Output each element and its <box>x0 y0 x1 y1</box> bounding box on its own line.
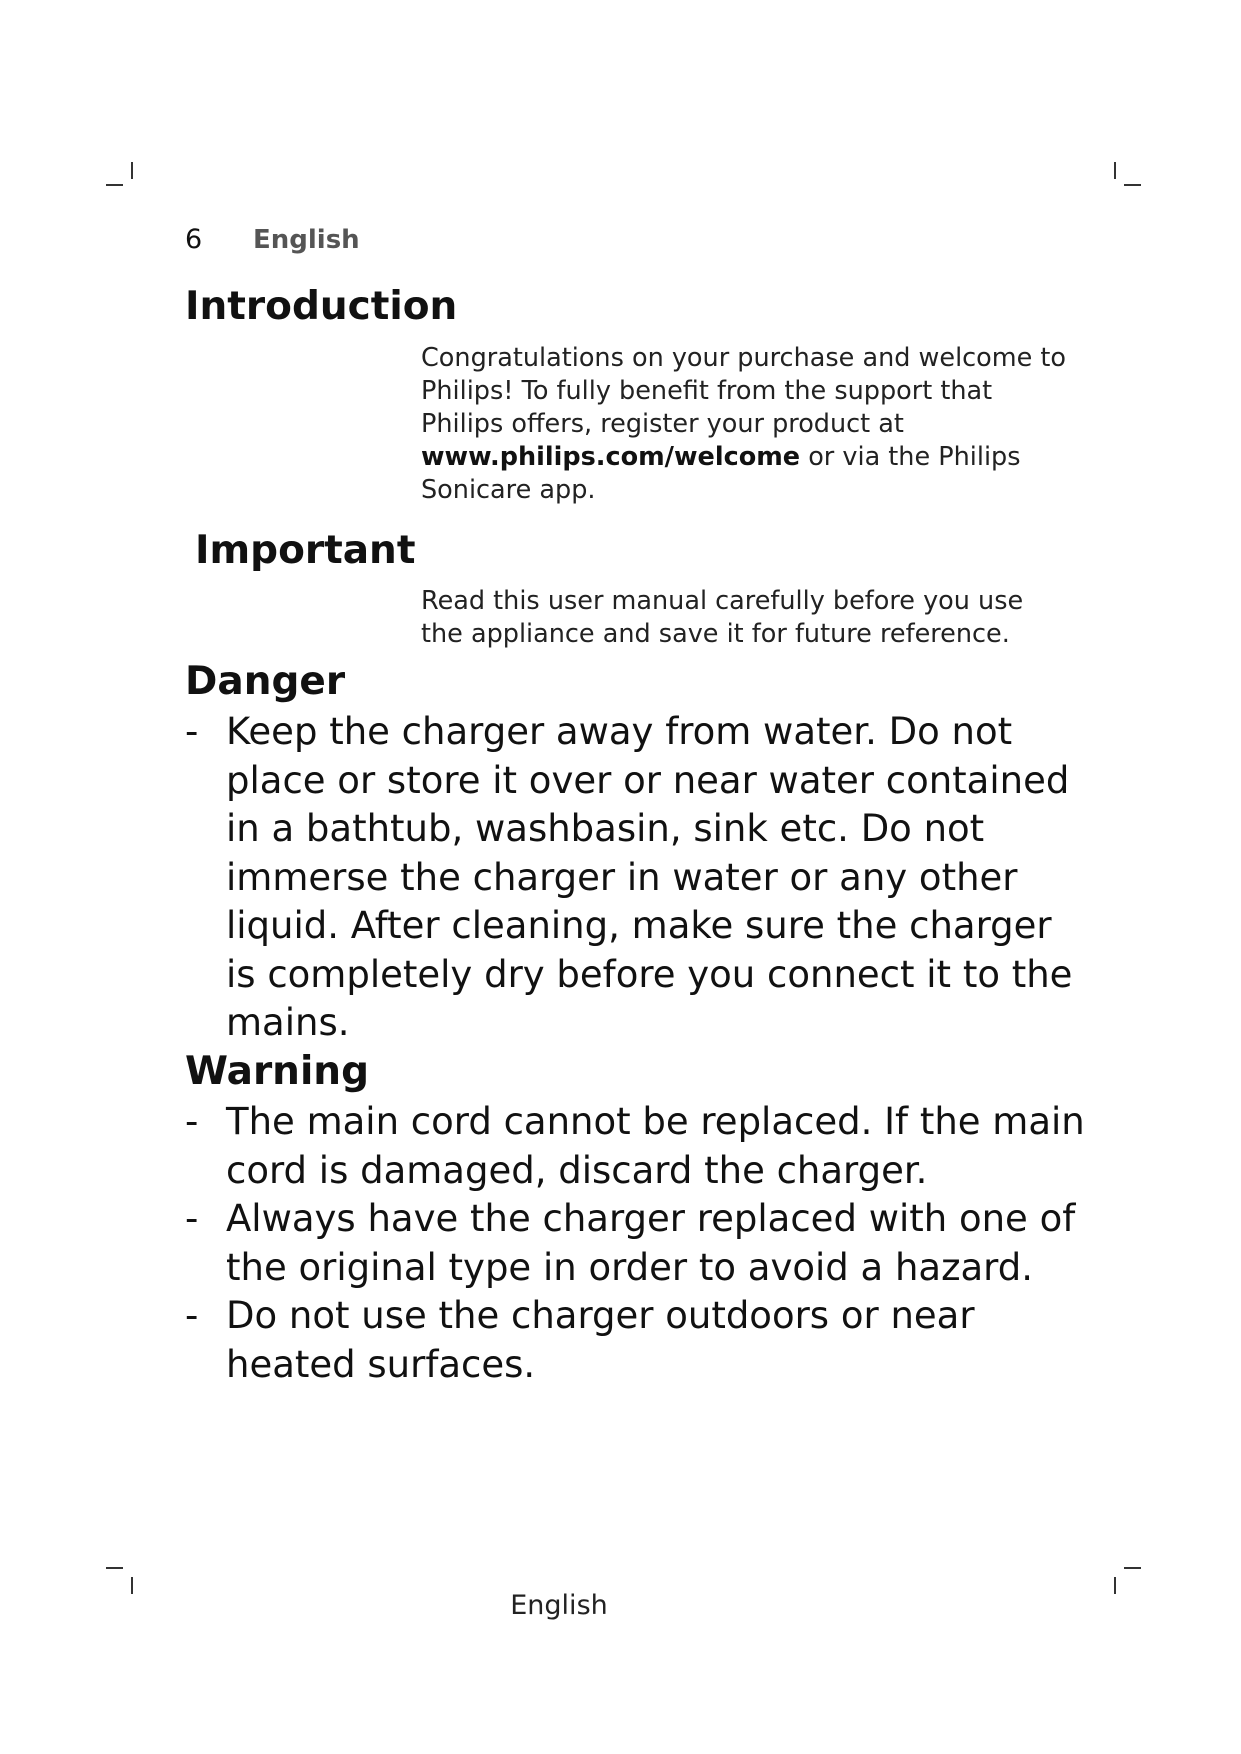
welcome-link[interactable]: www.philips.com/welcome <box>421 442 801 472</box>
running-header <box>185 224 360 255</box>
warning-list-item <box>185 1098 1085 1195</box>
footer-language: English <box>510 1590 608 1621</box>
danger-list-item <box>185 708 1085 1048</box>
warning-list-item <box>185 1292 1085 1389</box>
introduction-text <box>421 342 1071 507</box>
crop-mark-top-right-horizontal <box>1124 184 1141 186</box>
introduction-heading: Introduction <box>185 284 458 329</box>
page-number: 6 <box>185 224 203 255</box>
danger-list <box>185 708 1085 1048</box>
list-marker: - <box>185 710 199 753</box>
header-language: English <box>253 225 360 255</box>
list-marker: - <box>185 1197 199 1240</box>
warning-item-text: The main cord cannot be replaced. If the main cord is damaged, discard the charger. <box>226 1100 1085 1192</box>
crop-mark-bottom-left-horizontal <box>106 1567 123 1569</box>
important-text: Read this user manual carefully before you use the appliance and save it for future reference. <box>421 586 1024 649</box>
list-marker: - <box>185 1100 199 1143</box>
warning-list-item <box>185 1195 1085 1292</box>
important-heading: Important <box>195 528 416 573</box>
warning-item-text: Always have the charger replaced with one of the original type in order to avoid a hazard. <box>226 1197 1076 1289</box>
danger-heading: Danger <box>185 659 346 704</box>
crop-mark-bottom-right-horizontal <box>1124 1567 1141 1569</box>
crop-mark-top-left-vertical <box>131 162 133 179</box>
warning-heading: Warning <box>185 1049 369 1094</box>
introduction-text-end: or via the Philips Sonicare app. <box>421 442 1021 505</box>
crop-mark-top-right-vertical <box>1114 162 1116 179</box>
warning-list <box>185 1098 1085 1389</box>
list-marker: - <box>185 1294 199 1337</box>
danger-item-text: Keep the charger away from water. Do not place or store it over or near water contained in a bathtub, washbasin, sink etc. Do not immerse the charger in water or any other liquid. After cleaning, make sure the charger is completely dry before you connect it to the mains. <box>226 710 1073 1044</box>
crop-mark-top-left-horizontal <box>106 184 123 186</box>
introduction-text-start: Congratulations on your purchase and welcome to Philips! To fully benefit from the support that Philips offers, register your product at <box>421 343 1067 439</box>
warning-item-text: Do not use the charger outdoors or near heated surfaces. <box>226 1294 975 1386</box>
